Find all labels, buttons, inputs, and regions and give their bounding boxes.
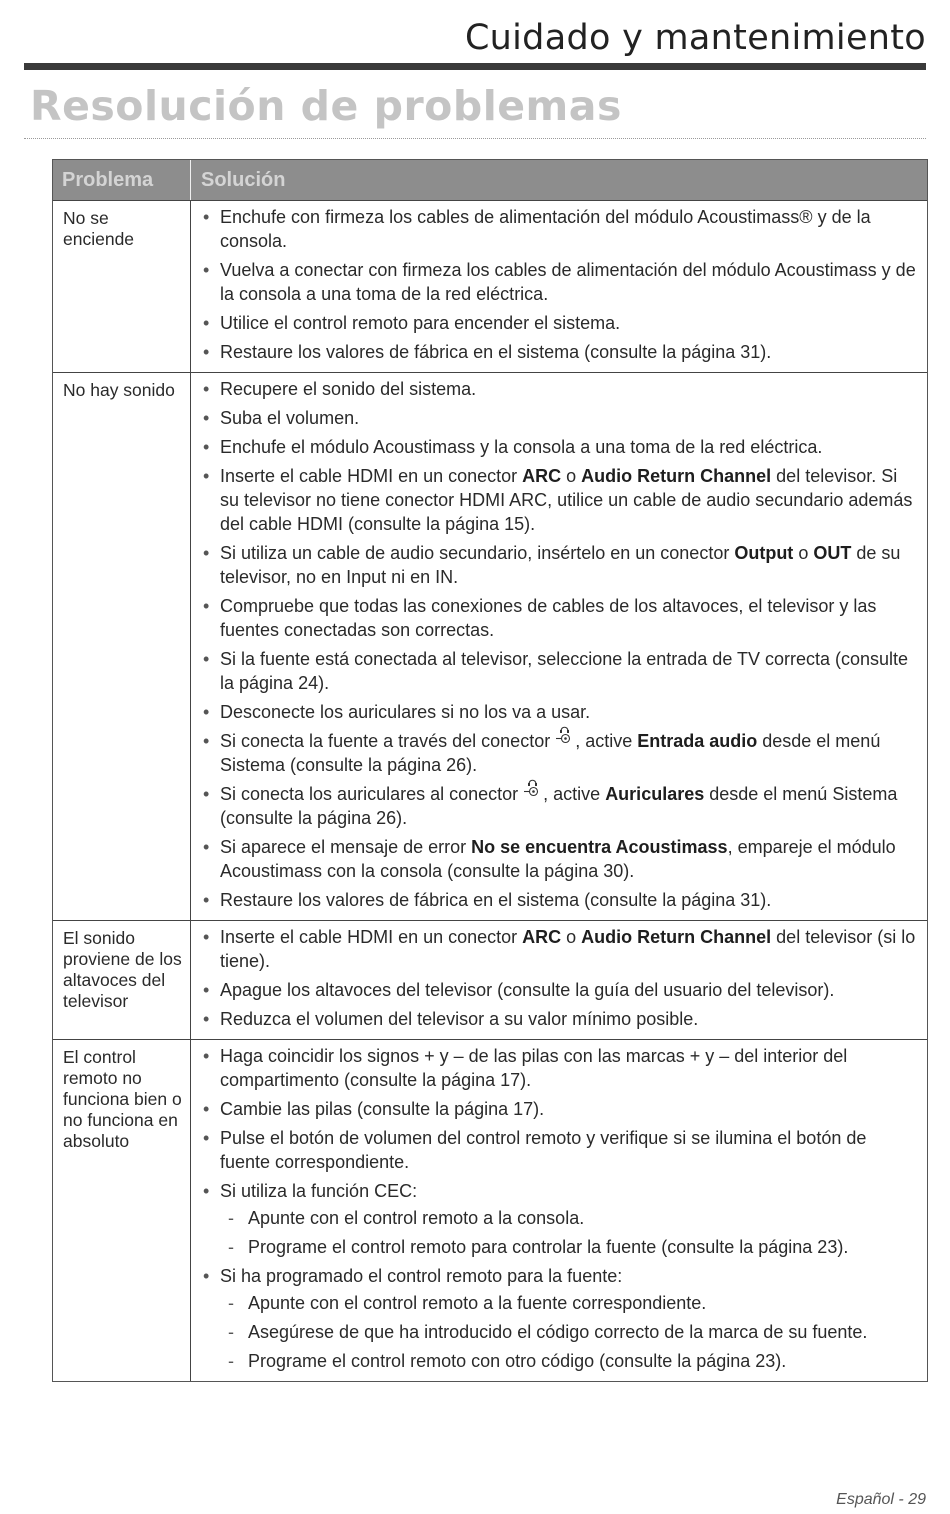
sub-item: - Asegúrese de que ha introducido el código correcto de la marca de su fuente. <box>220 1320 921 1344</box>
solution-cell <box>191 373 927 920</box>
solution-item <box>191 1264 921 1373</box>
solution-item <box>191 1179 921 1259</box>
solution-list <box>191 377 921 912</box>
bold-term: Audio Return Channel <box>581 466 772 486</box>
solution-list <box>191 205 921 364</box>
bold-term: No se encuentra Acoustimass <box>471 837 728 857</box>
text-run: Compruebe que todas las conexiones de cables de los altavoces, el televisor y las fuentes conectadas son correctas. <box>220 596 877 640</box>
text-run: desde el menú Sistema (consulte la página 26). <box>220 731 881 775</box>
solution-item <box>191 541 921 589</box>
solution-item <box>191 1126 921 1174</box>
solution-item <box>191 647 921 695</box>
text-run: desde el menú Sistema (consulte la página 26). <box>220 784 898 828</box>
table-row <box>53 372 927 920</box>
solution-item <box>191 258 921 306</box>
text-run: Vuelva a conectar con firmeza los cables de alimentación del módulo Acoustimass y de la consola a una toma de la red eléctrica. <box>220 260 916 304</box>
bold-term: ARC <box>522 466 562 486</box>
solution-list <box>191 1044 921 1373</box>
text-run: del televisor. Si su televisor no tiene conector HDMI ARC, utilice un cable de audio secundario además del cable HDMI (consulte la página 15). <box>220 466 913 534</box>
text-run: Si utiliza un cable de audio secundario, insértelo en un conector <box>220 543 735 563</box>
solution-item <box>191 888 921 912</box>
column-header-problem: Problema <box>53 160 191 200</box>
sub-item: - Programe el control remoto para controlar la fuente (consulte la página 23). <box>220 1235 921 1259</box>
text-run: Suba el volumen. <box>220 408 360 428</box>
problem-cell: El sonido proviene de los altavoces del televisor <box>53 921 191 1039</box>
table-row <box>53 200 927 372</box>
column-header-solution: Solución <box>201 168 286 191</box>
text-run: Haga coincidir los signos + y – de las pilas con las marcas + y – del interior del compartimento (consulte la página 17). <box>220 1046 848 1090</box>
solution-item <box>191 978 921 1002</box>
text-run: Desconecte los auriculares si no los va a usar. <box>220 702 591 722</box>
text-run: Cambie las pilas (consulte la página 17). <box>220 1099 545 1119</box>
text-run: , active <box>543 784 606 804</box>
title-divider <box>24 138 926 139</box>
text-run: , empareje el módulo Acoustimass con la consola (consulte la página 30). <box>220 837 896 881</box>
solution-cell <box>191 1040 927 1381</box>
text-run: de su televisor, no en Input ni en IN. <box>220 543 901 587</box>
bold-term: Auriculares <box>605 784 705 804</box>
sub-item: - Apunte con el control remoto a la fuente correspondiente. <box>220 1291 921 1315</box>
text-run: del televisor (si lo tiene). <box>220 927 916 971</box>
solution-list <box>191 925 921 1031</box>
text-run: Inserte el cable HDMI en un conector <box>220 927 523 947</box>
sub-item: - Apunte con el control remoto a la consola. <box>220 1206 921 1230</box>
text-run: o <box>561 927 582 947</box>
text-run: Apague los altavoces del televisor (consulte la guía del usuario del televisor). <box>220 980 835 1000</box>
solution-cell <box>191 201 927 372</box>
text-run: Recupere el sonido del sistema. <box>220 379 477 399</box>
text-run: Reduzca el volumen del televisor a su valor mínimo posible. <box>220 1009 699 1029</box>
headphone-jack-icon <box>556 732 573 750</box>
text-run: , active <box>575 731 638 751</box>
solution-item <box>191 782 921 830</box>
headphone-jack-icon <box>524 785 541 803</box>
problem-cell: El control remoto no funciona bien o no funciona en absoluto <box>53 1040 191 1381</box>
bold-term: ARC <box>522 927 562 947</box>
problem-cell: No hay sonido <box>53 373 191 920</box>
solution-item <box>191 340 921 364</box>
text-run: Restaure los valores de fábrica en el sistema (consulte la página 31). <box>220 890 772 910</box>
text-run: Utilice el control remoto para encender el sistema. <box>220 313 621 333</box>
solution-item <box>191 700 921 724</box>
solution-item <box>191 925 921 973</box>
text-run: o <box>793 543 814 563</box>
troubleshooting-table <box>52 159 928 1382</box>
bold-term: Entrada audio <box>637 731 758 751</box>
table-row <box>53 920 927 1039</box>
text-run: Pulse el botón de volumen del control remoto y verifique si se ilumina el botón de fuente correspondiente. <box>220 1128 867 1172</box>
solution-item <box>191 1007 921 1031</box>
page-number: Español - 29 <box>836 1491 926 1508</box>
bold-term: OUT <box>813 543 852 563</box>
solution-item <box>191 464 921 536</box>
bold-term: Audio Return Channel <box>581 927 772 947</box>
solution-cell <box>191 921 927 1039</box>
solution-item <box>191 406 921 430</box>
problem-cell: No se enciende <box>53 201 191 372</box>
table-header <box>53 160 927 200</box>
text-run: Enchufe con firmeza los cables de alimentación del módulo Acoustimass® y de la consola. <box>220 207 871 251</box>
sub-list <box>220 1291 921 1373</box>
title-rule <box>24 63 926 70</box>
text-run: Restaure los valores de fábrica en el sistema (consulte la página 31). <box>220 342 772 362</box>
text-run: Si la fuente está conectada al televisor, seleccione la entrada de TV correcta (consulte la página 24). <box>220 649 909 693</box>
solution-item <box>191 729 921 777</box>
text-run: o <box>561 466 582 486</box>
text-run: Si ha programado el control remoto para la fuente: <box>220 1266 623 1286</box>
table-body <box>53 200 927 1381</box>
solution-item <box>191 205 921 253</box>
section-title: Cuidado y mantenimiento <box>464 18 926 58</box>
solution-item <box>191 435 921 459</box>
bold-term: Output <box>734 543 794 563</box>
solution-item <box>191 1097 921 1121</box>
sub-item: - Programe el control remoto con otro código (consulte la página 23). <box>220 1349 921 1373</box>
text-run: Enchufe el módulo Acoustimass y la consola a una toma de la red eléctrica. <box>220 437 823 457</box>
text-run: Si utiliza la función CEC: <box>220 1181 418 1201</box>
table-row <box>53 1039 927 1381</box>
text-run: Si conecta la fuente a través del conector <box>220 731 556 751</box>
text-run: Inserte el cable HDMI en un conector <box>220 466 523 486</box>
text-run: Si conecta los auriculares al conector <box>220 784 524 804</box>
page-title: Resolución de problemas <box>30 82 622 130</box>
sub-list <box>220 1206 921 1259</box>
solution-item <box>191 835 921 883</box>
solution-item <box>191 594 921 642</box>
solution-item <box>191 1044 921 1092</box>
text-run: Si aparece el mensaje de error <box>220 837 472 857</box>
solution-item <box>191 377 921 401</box>
solution-item <box>191 311 921 335</box>
